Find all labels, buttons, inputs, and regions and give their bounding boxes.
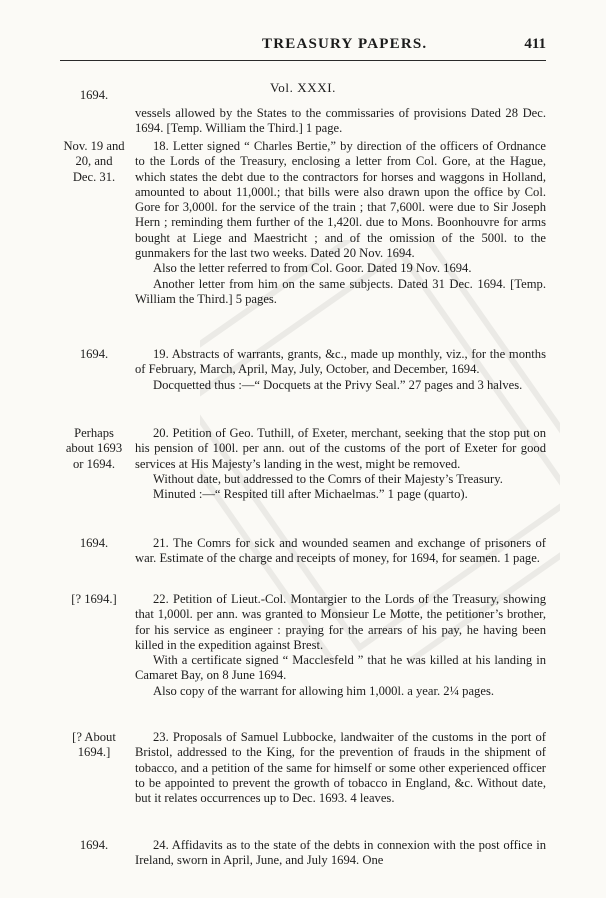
entry-paragraph: 21. The Comrs for sick and wounded seamen and exchange of prisoners of war. Estimate of the charge and receipts of money, for 1694, for seamen. 1 page. [135, 536, 546, 566]
entry-19 [60, 347, 546, 393]
entry-paragraph: Minuted :—“ Respited till after Michaelmas.” 1 page (quarto). [153, 487, 468, 502]
continued-entry [60, 88, 546, 137]
entry-24 [60, 838, 546, 869]
entry-date: Nov. 19 and 20, and Dec. 31. [63, 139, 125, 184]
volume-heading: Vol. XXXI. [269, 80, 337, 95]
entry-20 [60, 426, 546, 502]
entry-date: 1694. [79, 536, 109, 550]
running-title: TREASURY PAPERS. [262, 36, 428, 52]
entry-paragraph: Another letter from him on the same subjects. Dated 31 Dec. 1694. [Temp. William the Third.] 5 pages. [135, 276, 546, 306]
entry-paragraph: Also copy of the warrant for allowing him 1,000l. a year. 2¼ pages. [153, 683, 494, 698]
entry-date: 1694. [79, 88, 109, 102]
entry-paragraph: 23. Proposals of Samuel Lubbocke, landwaiter of the customs in the port of Bristol, addressed to the King, for the prevention of frauds in the shipment of tobacco, and a petition of the same for himself or some other experienced officer to be appointed to prevent the growth of tobacco in England, &c. Without date, but it relates occurrences up to Dec. 1693. 4 leaves. [135, 730, 546, 806]
entry-paragraph: Also the letter referred to from Col. Goor. Dated 19 Nov. 1694. [153, 261, 472, 276]
entry-23 [60, 730, 546, 806]
entry-paragraph: 24. Affidavits as to the state of the debts in connexion with the post office in Ireland, sworn in April, June, and July 1694. One [135, 838, 546, 868]
entry-paragraph: Docquetted thus :—“ Docquets at the Privy Seal.” 27 pages and 3 halves. [153, 377, 523, 392]
entry-22 [60, 592, 546, 699]
entry-21 [60, 536, 546, 567]
entry-date: [? About 1694.] [72, 730, 116, 760]
entry-date: [? 1694.] [71, 592, 117, 606]
entry-date: 1694. [79, 347, 109, 361]
entry-paragraph: Without date, but addressed to the Comrs of their Majesty’s Treasury. [153, 471, 503, 486]
header-rule [60, 60, 546, 61]
entry-18 [60, 139, 546, 307]
entry-paragraph: 18. Letter signed “ Charles Bertie,” by direction of the officers of Ordnance to the Lords of the Treasury, enclosing a letter from Col. Gore, at the Hague, which states the debt due to the contractors for horses and waggons in Holland, amounted to about 11,000l.; that bills were also drawn upon the office by Col. Gore for 3,000l. for the service of the train ; that 7,600l. were due to Sir Joseph Hern ; reminding them further of the 1,420l. due to Mons. Boonhouvre for arms bought at Liege and Maestricht ; and of the omission of the 500l. to the gunmakers for the last two weeks. Dated 20 Nov. 1694. [135, 139, 546, 261]
page-header [60, 36, 546, 60]
entry-paragraph: 22. Petition of Lieut.-Col. Montargier to the Lords of the Treasury, showing that 1,000l. per ann. was granted to Monsieur Le Motte, the petitioner’s brother, for his service as engineer : praying for the arrears of his pay, he having been killed in the expedition against Brest. [135, 592, 546, 652]
entry-paragraph: With a certificate signed “ Macclesfeld ” that he was killed at his landing in Camaret Bay, on 8 June 1694. [135, 653, 546, 683]
entry-paragraph: 19. Abstracts of warrants, grants, &c., made up monthly, viz., for the months of February, March, April, May, July, October, and December, 1694. [135, 347, 546, 377]
entry-date: 1694. [79, 838, 109, 852]
entry-date: Perhaps about 1693 or 1694. [65, 426, 123, 471]
entry-paragraph: 20. Petition of Geo. Tuthill, of Exeter, merchant, seeking that the stop put on his pension of 100l. per ann. out of the customs of the port of Exeter for good services at His Majesty’s landing in the west, might be removed. [135, 426, 546, 471]
entry-text: vessels allowed by the States to the commissaries of provisions Dated 28 Dec. 1694. [Temp. William the Third.] 1 page. [135, 106, 546, 136]
page-number: 411 [524, 36, 546, 52]
